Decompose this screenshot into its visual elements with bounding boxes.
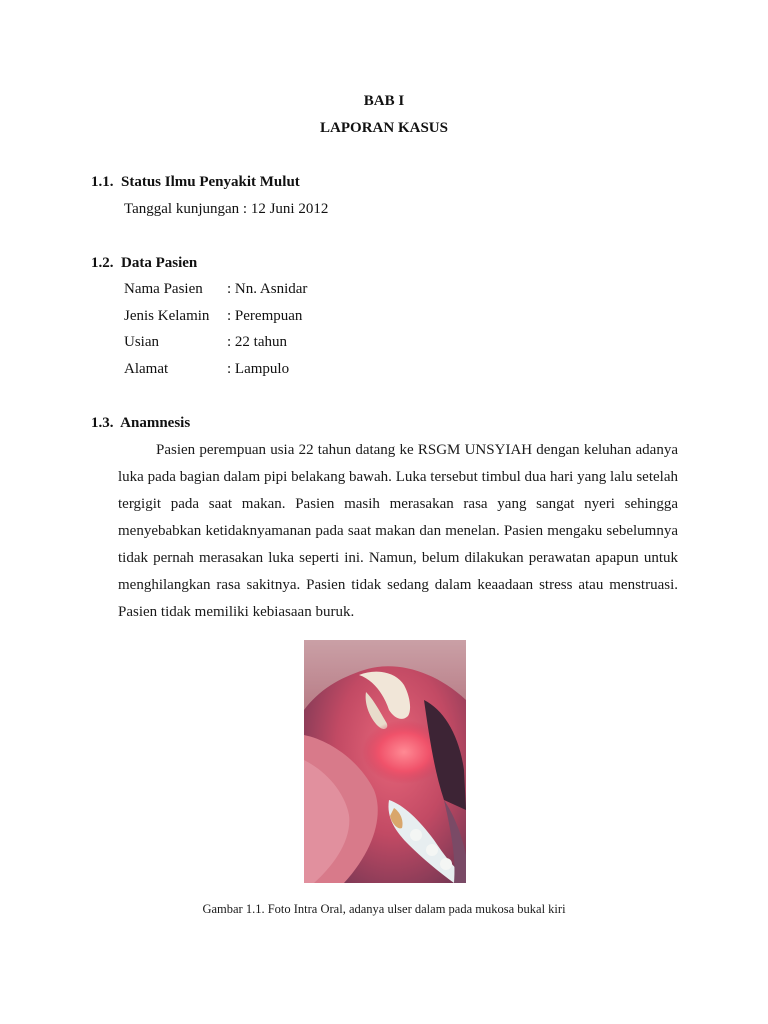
chapter-title: LAPORAN KASUS xyxy=(320,120,448,136)
patient-field-label: Usian xyxy=(124,334,159,350)
patient-field-value: : Lampulo xyxy=(227,361,290,377)
visit-date: Tanggal kunjungan : 12 Juni 2012 xyxy=(124,201,329,217)
patient-field-value: : Perempuan xyxy=(227,308,303,324)
patient-field-value: : 22 tahun xyxy=(227,334,287,350)
figure-caption: Gambar 1.1. Foto Intra Oral, adanya ulser dalam pada mukosa bukal kiri xyxy=(202,902,566,916)
chapter-label: BAB I xyxy=(363,93,405,109)
patient-field-label: Nama Pasien xyxy=(124,281,203,297)
section-heading-patient-data: 1.2. Data Pasien xyxy=(91,255,198,271)
intraoral-photo xyxy=(304,640,466,883)
section-heading-anamnesis: 1.3. Anamnesis xyxy=(91,415,191,431)
section-heading-status: 1.1. Status Ilmu Penyakit Mulut xyxy=(91,174,300,190)
anamnesis-paragraph: Pasien perempuan usia 22 tahun datang ke RSGM UNSYIAH dengan keluhan adanya luka pada bagian dalam pipi belakang bawah. Luka tersebut timbul dua hari yang lalu setelah tergigit pada saat makan. Pasien masih merasakan rasa yang sangat nyeri sehingga menyebabkan ketidaknyamanan pada saat makan dan menelan. Pasien mengaku sebelumnya tidak pernah merasakan luka seperti ini. Namun, belum dilakukan perawatan apapun untuk menghilangkan rasa sakitnya. Pasien tidak sedang dalam keaadaan stress atau menstruasi. Pasien tidak memiliki kebiasaan buruk. xyxy=(118,442,678,620)
patient-field-value: : Nn. Asnidar xyxy=(227,281,308,297)
patient-field-label: Jenis Kelamin xyxy=(124,308,210,324)
patient-field-label: Alamat xyxy=(124,361,169,377)
